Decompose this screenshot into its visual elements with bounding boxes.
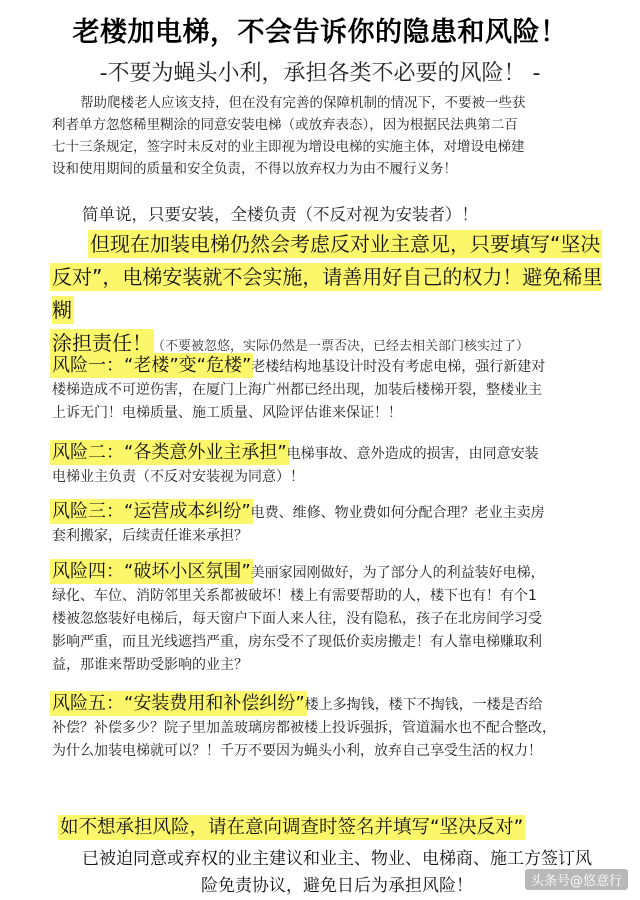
- highlight-block: [52, 228, 612, 363]
- risk-item-3: [52, 500, 612, 548]
- risk-text: 为什么加装电梯就可以？！千万不要因为蝇头小利，放弃自己享受生活的权力！: [52, 743, 542, 759]
- risk-item-2: [52, 441, 612, 489]
- risk-item-4: [52, 560, 612, 677]
- risk-text: 影响严重，而且光线遮挡严重，房东受不了现低价卖房搬走！有人靠电梯赚取利: [52, 634, 542, 650]
- page-subtitle: -不要为蝇头小利，承担各类不必要的风险！ -: [99, 61, 541, 86]
- summary-line: 简单说，只要安装，全楼负责（不反对视为安装者）！: [82, 205, 478, 224]
- highlight-line: 涂担责任！: [52, 331, 152, 355]
- intro-line: 设和使用期间的质量和安全负责，不得以放弃权力为由不履行义务！: [52, 161, 457, 177]
- risk-text: 电费、维修、物业费如何分配合理？老业主卖房: [250, 505, 545, 521]
- risk-heading: “各类意外业主承担”: [124, 442, 287, 463]
- risk-label: 风险二：: [52, 442, 124, 463]
- closing-line: 险免责协议，避免日后为承担风险！: [201, 876, 473, 896]
- risk-text: 电梯事故、意外造成的损害，由同意安装: [286, 446, 539, 462]
- risk-text: 电梯业主负责（不反对安装视为同意）！: [52, 469, 304, 485]
- intro-line: 利者单方忽悠稀里糊涂的同意安装电梯（或放弃表态），因为根据民法典第二百: [52, 117, 518, 133]
- risk-heading: “老楼”变“危楼”: [124, 355, 252, 376]
- risk-text: 补偿？补偿多少？院子里加盖玻璃房都被楼上投诉强拆，管道漏水也不配合整改，: [52, 720, 556, 736]
- risk-label: 风险一：: [52, 355, 124, 376]
- closing-line: 已被迫同意或弃权的业主建议和业主、物业、电梯商、施工方签订风: [82, 849, 592, 869]
- closing-call-to-action: [60, 813, 523, 839]
- risk-text: 益，那谁来帮助受影响的业主？: [52, 657, 248, 673]
- risk-item-5: [52, 692, 612, 763]
- risk-text: 套利搬家，后续责任谁来承担？: [52, 528, 248, 544]
- risk-text: 楼上多掏钱，楼下不掏钱，一楼是否给: [304, 697, 543, 713]
- risk-heading: “破坏小区氛围”: [124, 561, 251, 582]
- risk-label: 风险三：: [52, 501, 124, 522]
- risk-heading: “运营成本纠纷”: [124, 501, 251, 522]
- intro-line: 帮助爬楼老人应该支持，但在没有完善的保障机制的情况下，不要被一些获: [80, 95, 526, 111]
- closing-line: 如不想承担风险，请在意向调查时签名并填写“坚决反对”: [60, 817, 524, 838]
- risk-text: 绿化、车位、消防邻里关系都被破坏！楼上有需要帮助的人，楼下也有！有个1: [52, 588, 537, 604]
- risk-text: 楼被忽悠装好电梯后，每天窗户下面人来人往，没有隐私，孩子在北房间学习受: [52, 611, 542, 627]
- risk-text: 老楼结构地基设计时没有考虑电梯，强行新建对: [251, 359, 546, 375]
- highlight-note: （不要被忽悠，实际仍然是一票否决，已经去相关部门核实过了）: [152, 339, 530, 354]
- risk-label: 风险四：: [52, 561, 124, 582]
- highlight-line: 反对”，电梯安装就不会实施，请善用好自己的权力！避免稀里糊: [52, 265, 603, 322]
- risk-text: 美丽家园刚做好，为了部分人的利益装好电梯，: [250, 565, 545, 581]
- risk-text: 楼梯造成不可逆伤害，在厦门上海广州都已经出现，加装后楼梯开裂，整楼业主: [52, 382, 542, 398]
- risk-heading: “安装费用和补偿纠纷”: [124, 693, 305, 714]
- page-title: 老楼加电梯，不会告诉你的隐患和风险！: [72, 17, 568, 48]
- intro-line: 七十三条规定，签字时未反对的业主即视为增设电梯的实施主体，对增设电梯建: [52, 139, 525, 155]
- risk-text: 上诉无门！电梯质量、施工质量、风险评估谁来保证！！: [52, 405, 402, 421]
- risk-item-1: [52, 354, 612, 425]
- intro-paragraph: [52, 92, 600, 180]
- highlight-line: 但现在加装电梯仍然会考虑反对业主意见，只要填写“坚决: [90, 232, 601, 256]
- watermark: 头条号@悠意行: [525, 869, 628, 890]
- risk-label: 风险五：: [52, 693, 124, 714]
